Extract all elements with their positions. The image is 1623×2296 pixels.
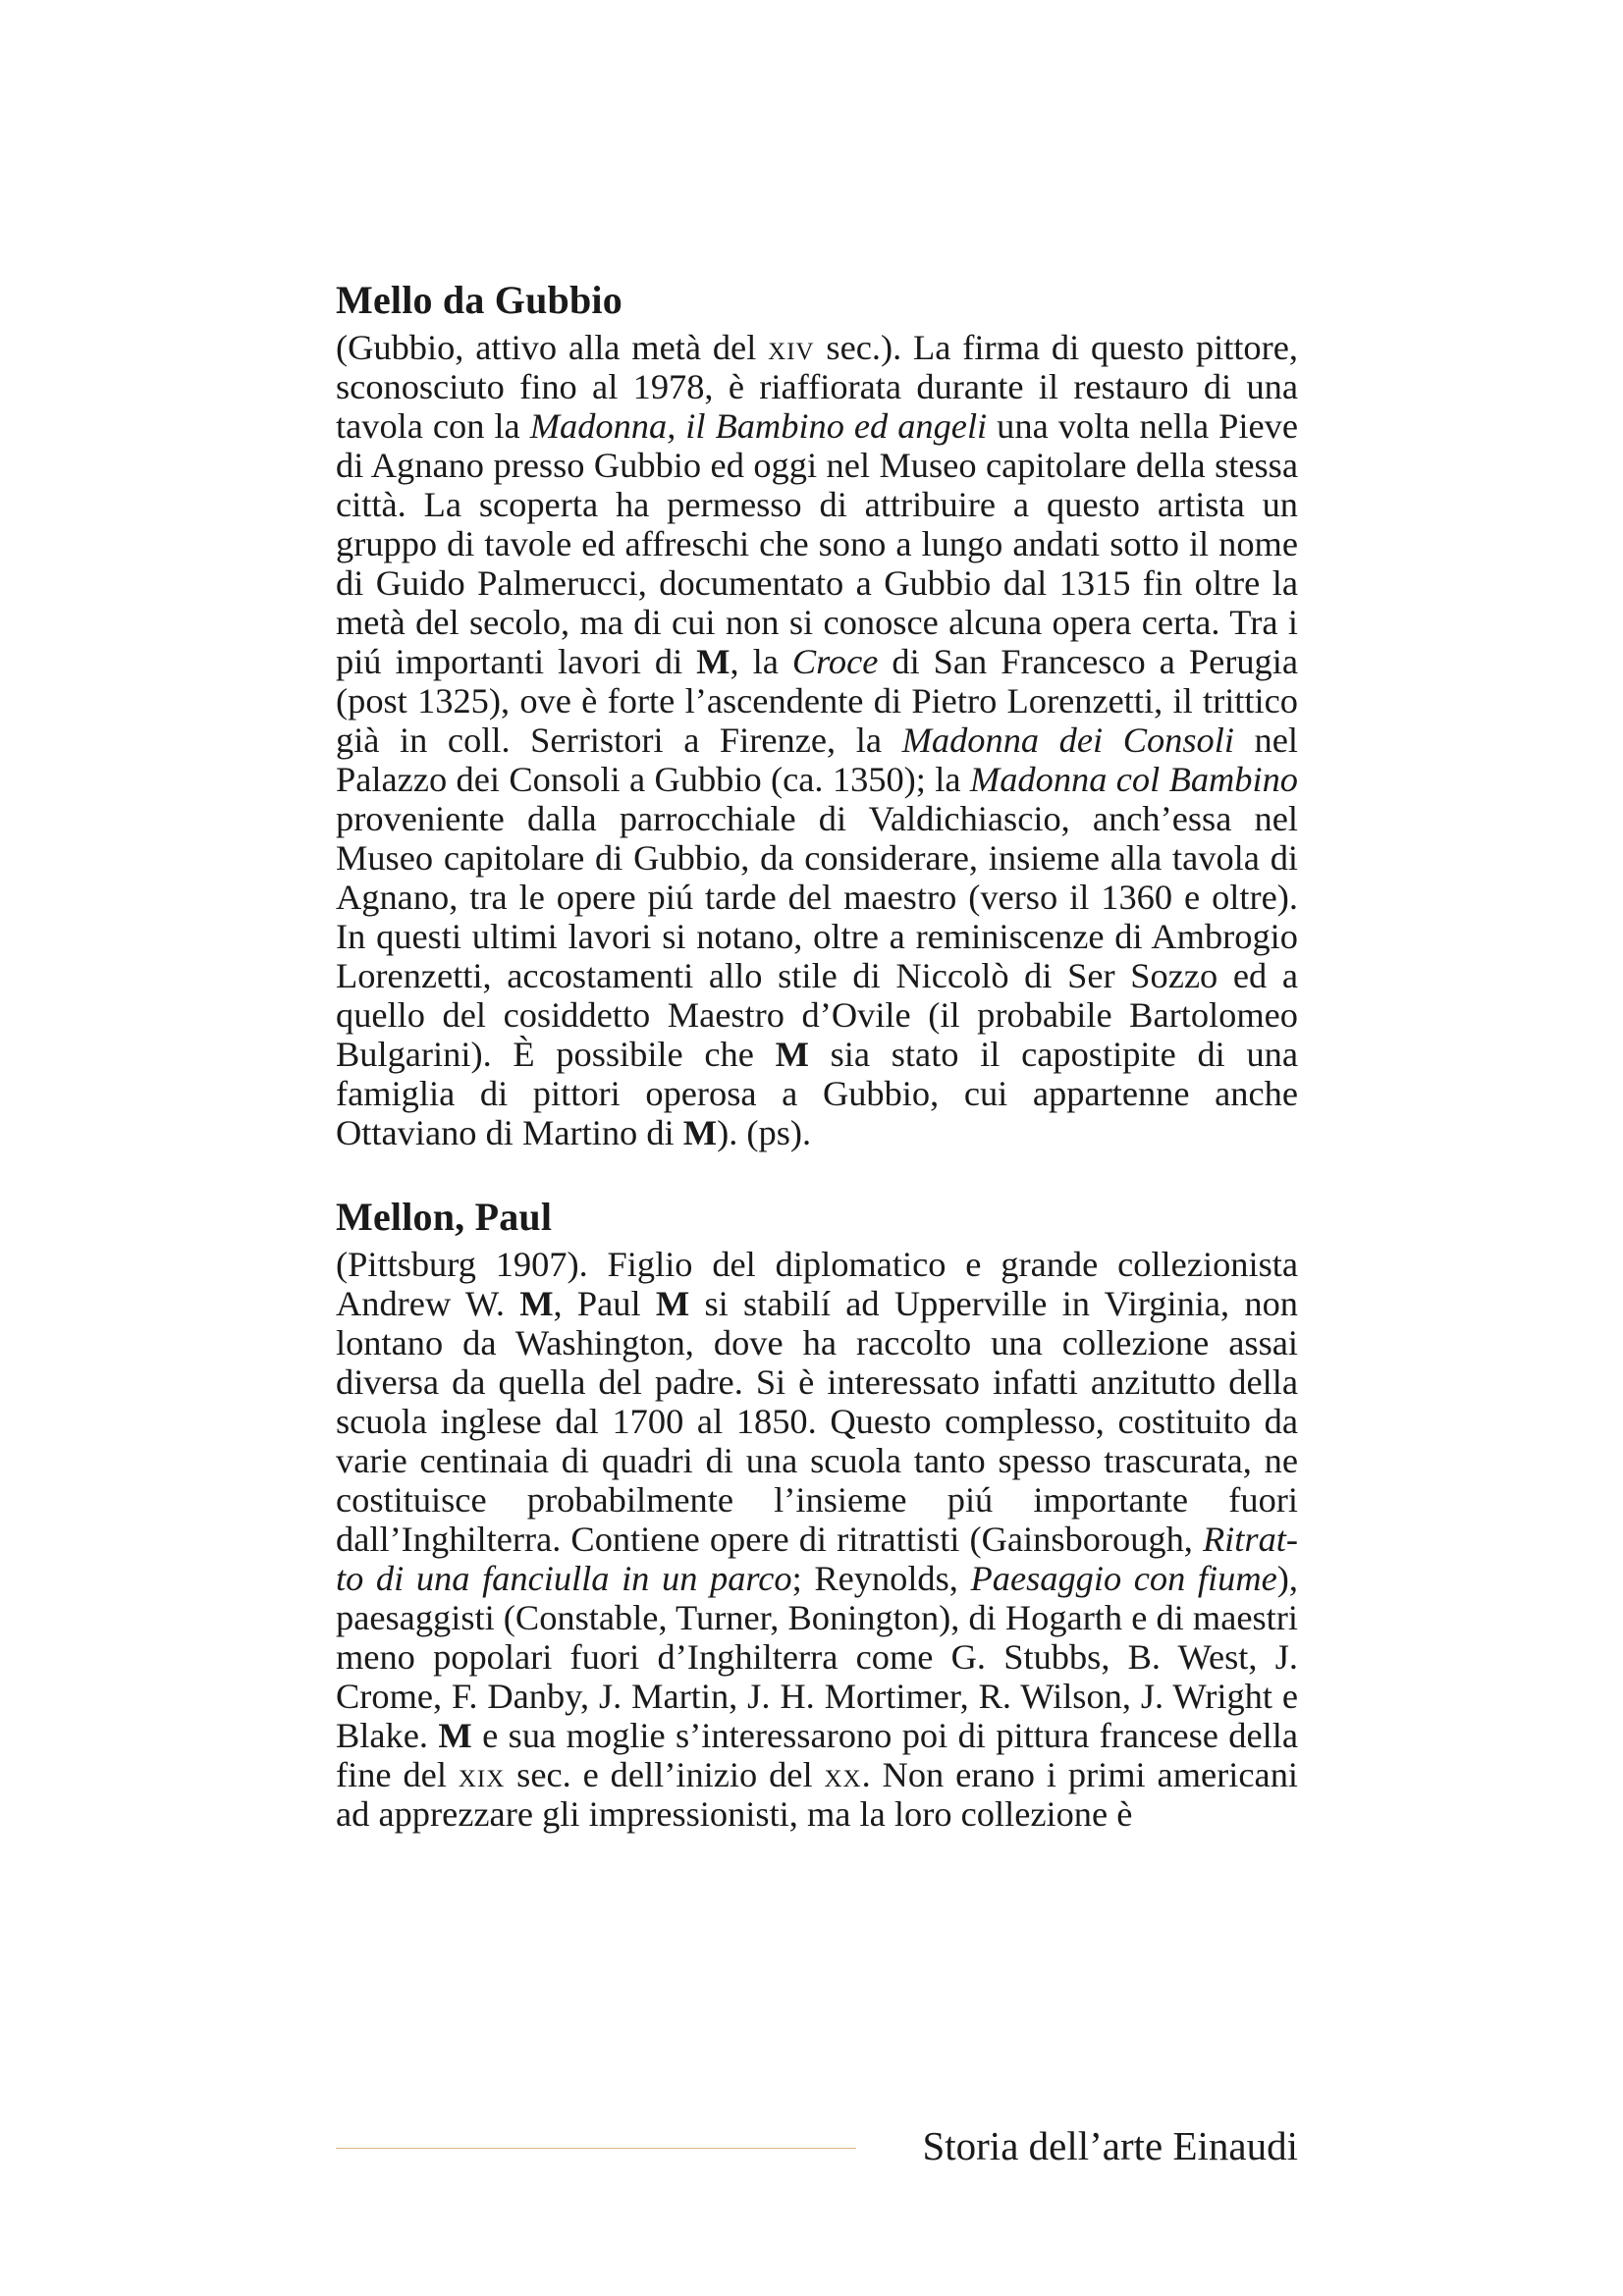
entry-title: Mello da Gubbio [336,278,622,322]
body-text: nel Palazzo dei Consoli a Gubbio (ca. 1350); la [336,721,1298,799]
italic-title: Ritratto di una fanciulla in un parco [336,1520,1298,1598]
entry-title: Mellon, Paul [336,1195,553,1239]
page-footer [336,2118,1298,2177]
body-text: proveniente dalla parrocchiale di Valdichiascio, anch’essa nel Museo capitolare di Gubbio, da considerare, insieme alla tavola di Agnano, tra le opere piú tarde del maestro (verso il 1360 e oltre). In questi ultimi lavori si notano, oltre a reminiscenze di Ambrogio Lorenzetti, accostamenti allo stile di Niccolò di Ser Sozzo ed a quello del cosiddetto Maestro d’Ovile (il probabile Bartolomeo Bulgarini). È possibile che [336,799,1298,1074]
century-numeral: xx [824,1755,862,1794]
body-text: ). (ps). [717,1113,812,1152]
body-text: , Paul [553,1284,656,1323]
footer-rule [336,2148,856,2149]
name-abbreviation: M [519,1284,554,1323]
century-numeral: xix [458,1755,506,1794]
publication-name: Storia dell’arte Einaudi [922,2123,1298,2168]
entry-body [336,328,1298,1152]
body-text: . Non erano i primi americani ad apprezzare gli impressionisti, ma la loro collezione è [336,1755,1298,1834]
body-text: ; Reynolds, [791,1559,971,1598]
page-content [336,275,1298,1834]
body-text: si stabilí ad Upperville in Virginia, non lontano da Washington, dove ha raccolto una collezione assai diversa da quella del padre. Si è interessato infatti anzitutto della scuola inglese dal 1700 al 1850. Questo complesso, costituito da varie centinaia di quadri di una scuola tanto spesso trascurata, ne costituisce probabilmente l’insieme piú importante fuori dall’Inghilterra. Contiene opere di ritrattisti (Gainsborough, [336,1284,1298,1559]
body-text: sec. e dell’inizio del [505,1755,825,1794]
century-numeral: xiv [768,328,815,367]
body-text: (Gubbio, attivo alla metà del [336,328,769,367]
body-text: sia stato il capostipite di una famiglia di pittori operosa a Gubbio, cui appartenne anche Ottaviano di Martino di [336,1035,1298,1152]
body-text: (Pittsburg 1907). Figlio del diplomatico e grande collezionista Andrew W. [336,1245,1298,1323]
name-abbreviation: M [682,1113,718,1152]
entry-mello-da-gubbio [336,275,1298,1152]
body-text: una volta nella Pieve di Agnano presso Gubbio ed oggi nel Museo capitolare della stessa città. La scoperta ha permesso di attribuire a questo artista un gruppo di tavole ed affreschi che sono a lungo andati sotto il nome di Guido Palmerucci, documentato a Gubbio dal 1315 fin oltre la metà del secolo, ma di cui non si conosce alcuna opera certa. Tra i piú importanti lavori di [336,406,1299,681]
name-abbreviation: M [438,1716,472,1755]
italic-title: Madonna dei Consoli [901,721,1234,760]
body-text: ), paesaggisti (Constable, Turner, Bonington), di Hogarth e di maestri meno popolari fuori d’Inghilterra come G. Stubbs, B. West, J. Crome, F. Danby, J. Martin, J. H. Mortimer, R. Wilson, J. Wright e Blake. [336,1559,1299,1755]
body-text: e sua moglie s’interessarono poi di pittura francese della fine del [336,1716,1298,1794]
name-abbreviation: M [775,1035,809,1074]
italic-title: Croce [791,642,879,681]
body-text: di San Francesco a Perugia (post 1325), ove è forte l’ascendente di Pietro Lorenzetti, il trittico già in coll. Serristori a Firenze, la [336,642,1298,760]
name-abbreviation: M [655,1284,690,1323]
body-text: , la [730,642,792,681]
italic-title: Paesaggio con fiume [970,1559,1277,1598]
italic-title: Madonna, il Bambino ed angeli [529,406,988,446]
name-abbreviation: M [696,642,730,681]
italic-title: Madonna col Bambino [969,760,1299,799]
entry-mellon-paul [336,1192,1298,1834]
entry-body [336,1245,1298,1834]
body-text: sec.). La firma di questo pittore, sconosciuto fino al 1978, è riaffiorata durante il restauro di una tavola con la [336,328,1298,446]
